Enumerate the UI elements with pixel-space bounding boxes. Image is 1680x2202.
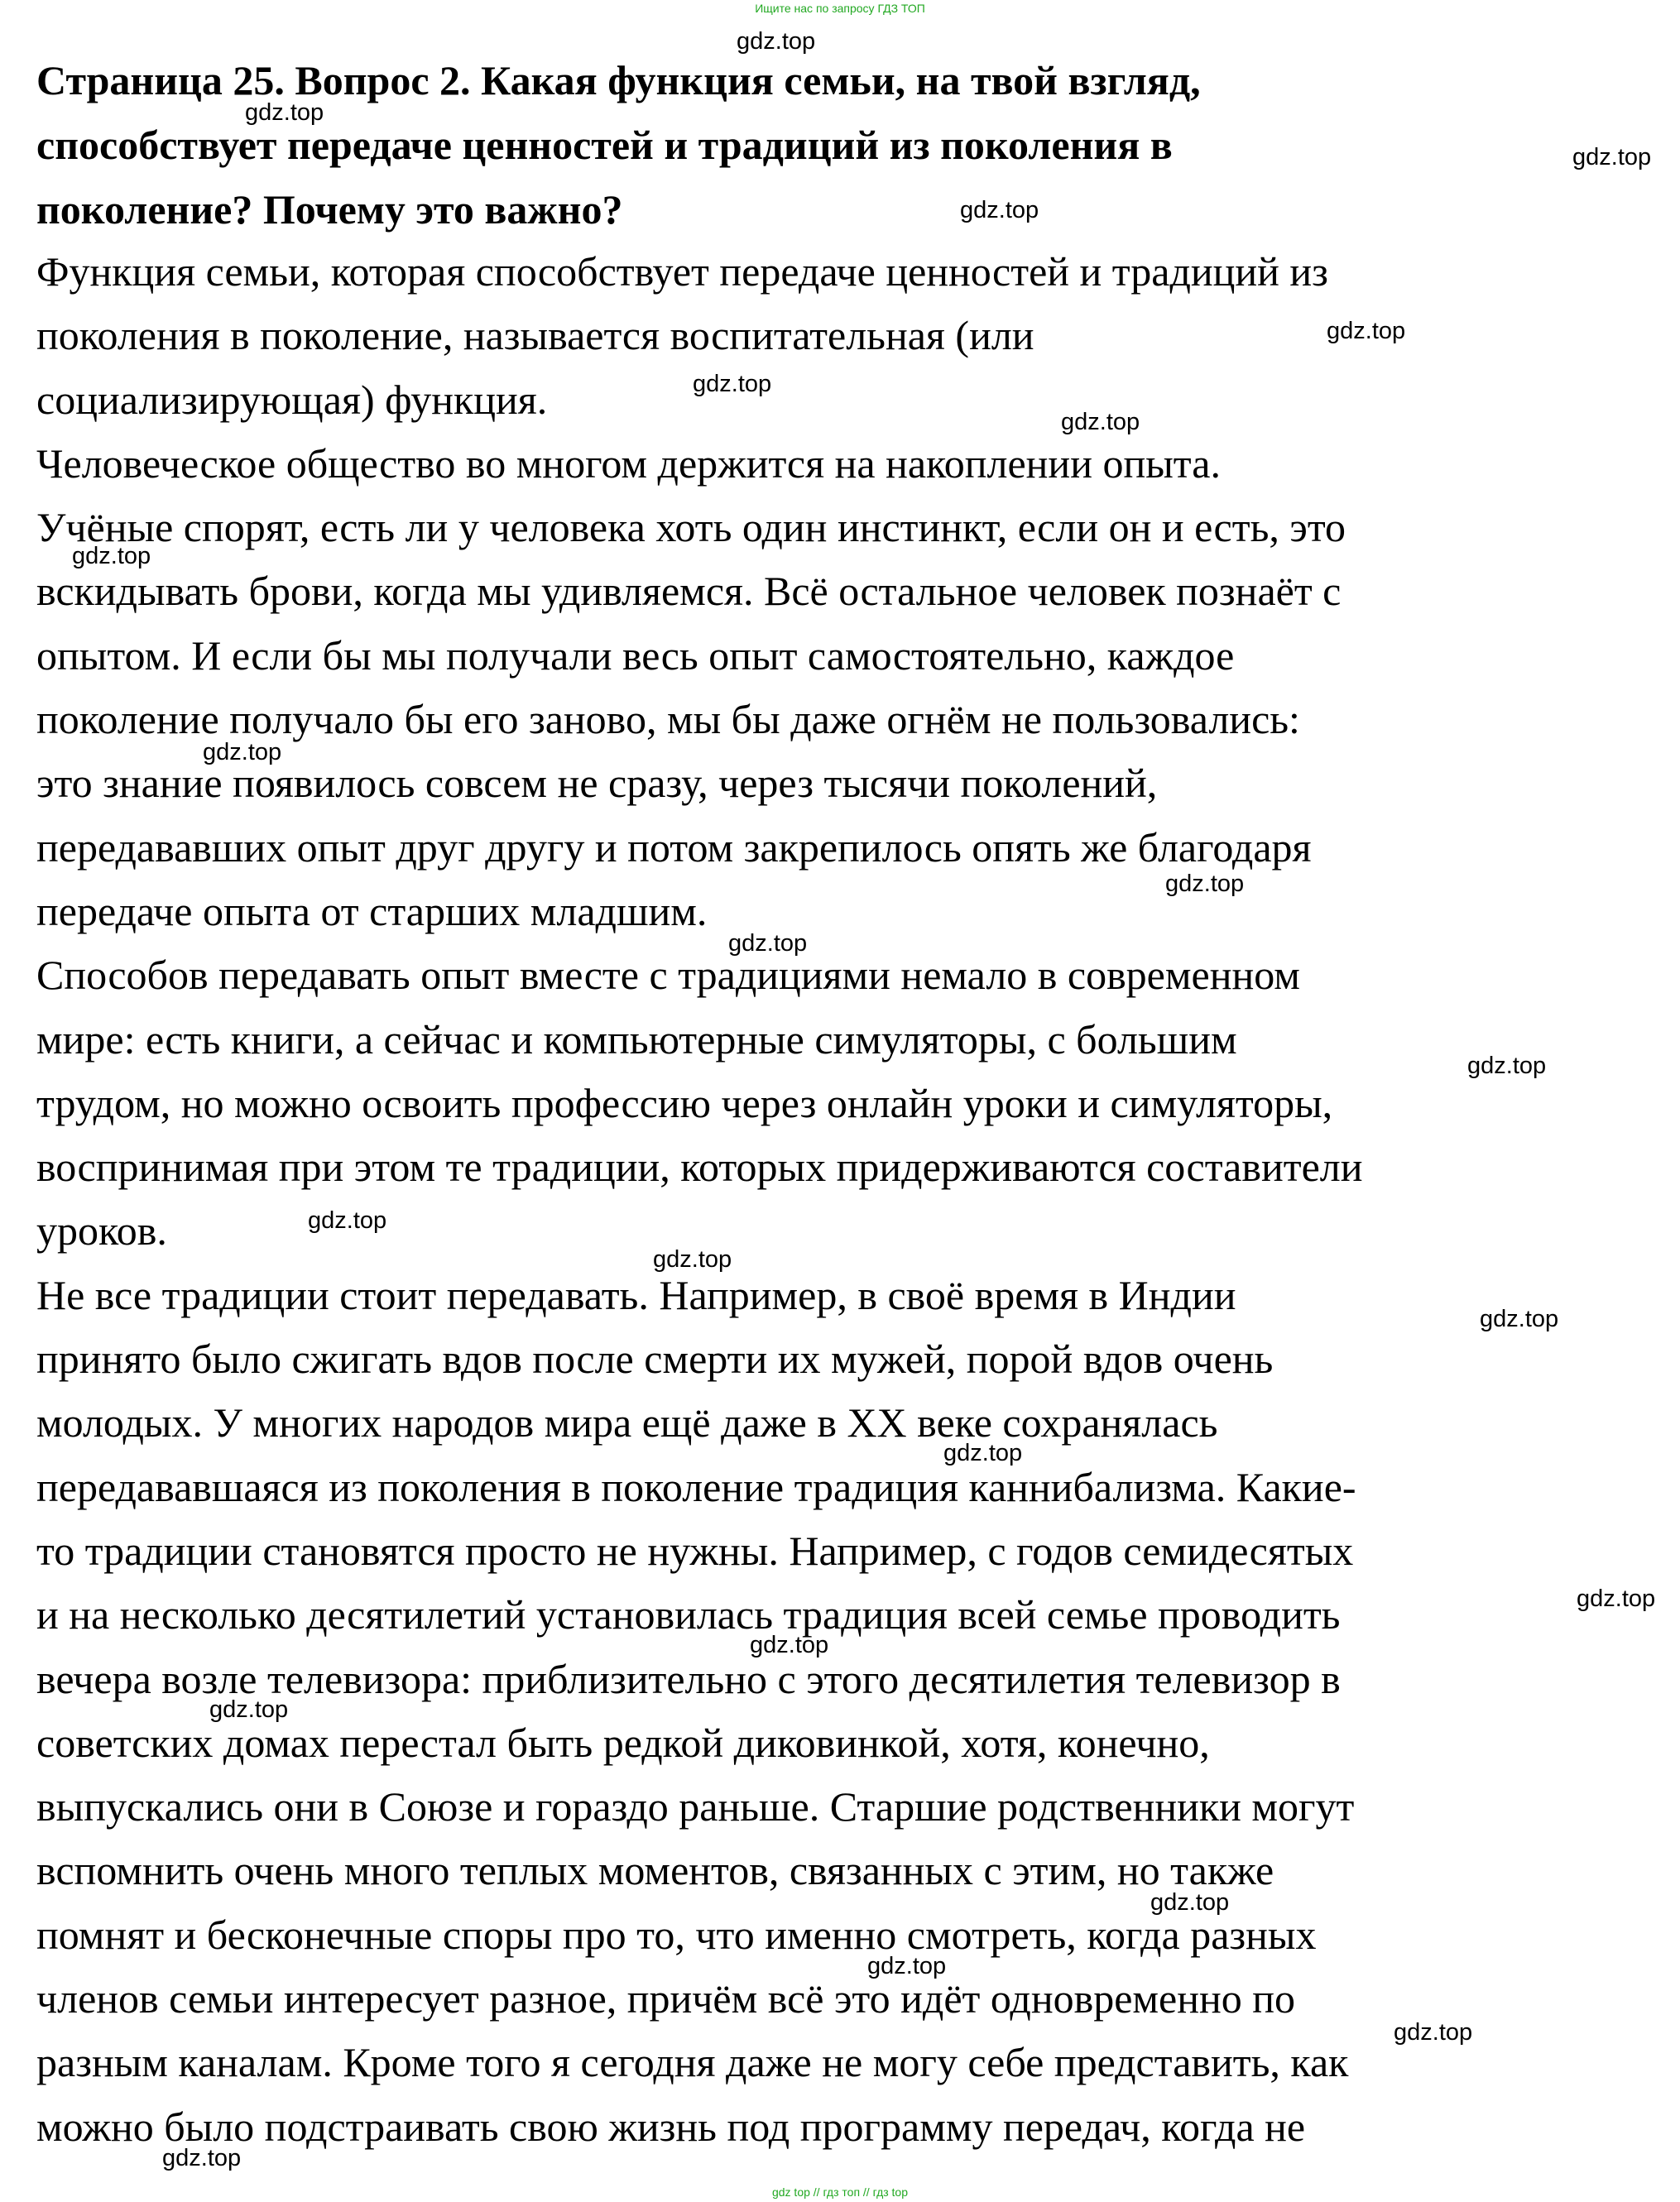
watermark: gdz.top (1165, 871, 1245, 897)
question-title (36, 48, 1609, 242)
title-line: способствует передаче ценностей и традиций из поколения в (36, 122, 1173, 168)
watermark: gdz.top (72, 543, 151, 569)
watermark: gdz.top (1061, 409, 1140, 435)
text-line: Функция семьи, которая способствует передаче ценностей и традиций из (36, 248, 1328, 295)
text-line: и на несколько десятилетий установилась традиция всей семье проводить (36, 1591, 1341, 1638)
text-line: опытом. И если бы мы получали весь опыт самостоятельно, каждое (36, 631, 1235, 679)
text-line: вечера возле телевизора: приблизительно с этого десятилетия телевизор в (36, 1655, 1341, 1702)
watermark: gdz.top (308, 1207, 387, 1234)
watermark: gdz.top (203, 739, 282, 765)
watermark: gdz.top (1394, 2019, 1473, 2046)
text-line: принято было сжигать вдов после смерти их мужей, порой вдов очень (36, 1336, 1274, 1383)
watermark: gdz.top (1467, 1053, 1547, 1079)
watermark: gdz.top (750, 1632, 829, 1658)
text-line: разным каналам. Кроме того я сегодня даже не могу себе представить, как (36, 2039, 1349, 2086)
watermark: gdz.top (209, 1696, 289, 1723)
text-line: мире: есть книги, а сейчас и компьютерные симуляторы, с большим (36, 1015, 1237, 1063)
text-line: выпускались они в Союзе и гораздо раньше. Старшие родственники могут (36, 1783, 1355, 1830)
watermark: gdz.top (1480, 1306, 1559, 1332)
text-line: советских домах перестал быть редкой диковинкой, хотя, конечно, (36, 1719, 1210, 1766)
watermark: gdz.top (1327, 318, 1406, 344)
text-line: передававших опыт друг другу и потом закрепилось опять же благодаря (36, 823, 1312, 871)
watermark: gdz.top (653, 1246, 732, 1273)
text-line: поколения в поколение, называется воспитательная (или (36, 312, 1034, 359)
text-line: вскидывать брови, когда мы удивляемся. Всё остальное человек познаёт с (36, 568, 1342, 615)
watermark: gdz.top (867, 1953, 947, 1979)
footer-note: gdz top // гдз топ // гдз top (771, 2185, 909, 2199)
text-line: помнят и бесконечные споры про то, что именно смотреть, когда разных (36, 1911, 1317, 1958)
text-line: вспомнить очень много теплых моментов, связанных с этим, но также (36, 1847, 1274, 1894)
text-line: поколение получало бы его заново, мы бы даже огнём не пользовались: (36, 696, 1300, 743)
text-line: трудом, но можно освоить профессию через онлайн уроки и симуляторы, (36, 1079, 1333, 1126)
text-line: Не все традиции стоит передавать. Например, в своё время в Индии (36, 1271, 1236, 1318)
title-line: Страница 25. Вопрос 2. Какая функция семьи, на твой взгляд, (36, 57, 1201, 103)
watermark: gdz.top (693, 371, 772, 397)
text-line: Человеческое общество во многом держится на накоплении опыта. (36, 439, 1221, 487)
text-line: социализирующая) функция. (36, 376, 548, 423)
watermark: gdz.top (245, 99, 324, 126)
watermark: gdz.top (960, 197, 1039, 223)
title-line: поколение? Почему это важно? (36, 186, 623, 233)
text-line: передававшаяся из поколения в поколение традиция каннибализма. Какие- (36, 1463, 1356, 1510)
text-line: Способов передавать опыт вместе с традициями немало в современном (36, 952, 1300, 999)
text-line: воспринимая при этом те традиции, которых придерживаются составители (36, 1144, 1363, 1191)
text-line: молодых. У многих народов мира ещё даже в XX веке сохранялась (36, 1399, 1218, 1446)
watermark: gdz.top (162, 2145, 242, 2171)
text-line: Учёные спорят, есть ли у человека хоть один инстинкт, если он и есть, это (36, 504, 1346, 551)
text-line: передаче опыта от старших младшим. (36, 887, 708, 934)
text-line: уроков. (36, 1207, 167, 1255)
watermark: gdz.top (1150, 1889, 1230, 1916)
watermark: gdz.top (737, 28, 816, 55)
answer-text (36, 240, 1634, 2159)
text-line: это знание появилось совсем не сразу, через тысячи поколений, (36, 760, 1158, 807)
header-note: Ищите нас по запросу ГДЗ ТОП (755, 2, 925, 15)
watermark: gdz.top (1577, 1586, 1656, 1612)
text-line: можно было подстраивать свою жизнь под программу передач, когда не (36, 2103, 1306, 2150)
text-line: то традиции становятся просто не нужны. Например, с годов семидесятых (36, 1527, 1354, 1574)
watermark: gdz.top (943, 1440, 1023, 1466)
watermark: gdz.top (1572, 144, 1652, 170)
text-line: членов семьи интересует разное, причём всё это идёт одновременно по (36, 1975, 1296, 2022)
watermark: gdz.top (728, 930, 808, 957)
